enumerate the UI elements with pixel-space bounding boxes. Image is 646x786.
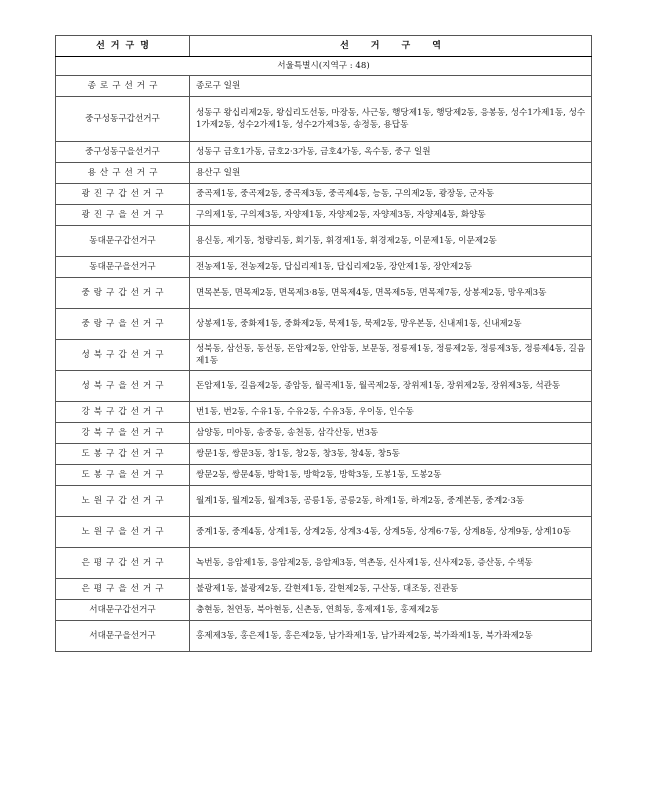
table-row [56, 548, 592, 579]
district-area-cell: 구의제1동, 구의제3동, 자양제1동, 자양제2동, 자양제3동, 자양제4동, 화양동 [190, 205, 592, 226]
district-area-cell: 용신동, 제기동, 청량리동, 회기동, 휘경제1동, 휘경제2동, 이문제1동, 이문제2동 [190, 226, 592, 257]
district-name-cell: 종로구선거구 [56, 76, 190, 97]
table-row [56, 444, 592, 465]
table-row [56, 486, 592, 517]
district-table [55, 35, 592, 652]
table-row [56, 465, 592, 486]
district-name-cell: 중랑구갑선거구 [56, 278, 190, 309]
district-name-cell: 서대문구을선거구 [56, 621, 190, 652]
district-name-cell: 노원구갑선거구 [56, 486, 190, 517]
table-row [56, 163, 592, 184]
district-area-cell: 돈암제1동, 길음제2동, 종암동, 월곡제1동, 월곡제2동, 장위제1동, 장위제2동, 장위제3동, 석관동 [190, 371, 592, 402]
district-name-cell: 서대문구갑선거구 [56, 600, 190, 621]
table-row [56, 76, 592, 97]
table-row [56, 423, 592, 444]
district-area-cell: 성동구 왕십리제2동, 왕십리도선동, 마장동, 사근동, 행당제1동, 행당제2동, 응봉동, 성수1가제1동, 성수1가제2동, 성수2가제1동, 성수2가제3동, 송정동, 용답동 [190, 97, 592, 142]
district-name-cell: 중구성동구을선거구 [56, 142, 190, 163]
district-name-cell: 동대문구갑선거구 [56, 226, 190, 257]
table-row [56, 340, 592, 371]
district-area-cell: 면목본동, 면목제2동, 면목제3·8동, 면목제4동, 면목제5동, 면목제7동, 상봉제2동, 망우제3동 [190, 278, 592, 309]
table-row [56, 97, 592, 142]
district-name-cell: 노원구을선거구 [56, 517, 190, 548]
region-row [56, 57, 592, 76]
district-name-cell: 성북구갑선거구 [56, 340, 190, 371]
district-area-cell: 삼양동, 미아동, 송중동, 송천동, 삼각산동, 번3동 [190, 423, 592, 444]
header-district-name: 선거구명 [56, 36, 190, 57]
district-area-cell: 용산구 일원 [190, 163, 592, 184]
district-document [55, 35, 591, 652]
district-area-cell: 종로구 일원 [190, 76, 592, 97]
table-row [56, 257, 592, 278]
table-row [56, 184, 592, 205]
district-area-cell: 성북동, 삼선동, 동선동, 돈암제2동, 안암동, 보문동, 정릉제1동, 정릉제2동, 정릉제3동, 정릉제4동, 길음제1동 [190, 340, 592, 371]
district-area-cell: 쌍문1동, 쌍문3동, 창1동, 창2동, 창3동, 창4동, 창5동 [190, 444, 592, 465]
table-row [56, 517, 592, 548]
district-area-cell: 월계1동, 월계2동, 월계3동, 공릉1동, 공릉2동, 하계1동, 하계2동, 중계본동, 중계2·3동 [190, 486, 592, 517]
table-row [56, 621, 592, 652]
table-row [56, 278, 592, 309]
table-row [56, 600, 592, 621]
table-row [56, 371, 592, 402]
district-name-cell: 광진구을선거구 [56, 205, 190, 226]
district-area-cell: 쌍문2동, 쌍문4동, 방학1동, 방학2동, 방학3동, 도봉1동, 도봉2동 [190, 465, 592, 486]
district-name-cell: 도봉구을선거구 [56, 465, 190, 486]
district-name-cell: 도봉구갑선거구 [56, 444, 190, 465]
district-area-cell: 중계1동, 중계4동, 상계1동, 상계2동, 상계3·4동, 상계5동, 상계6·7동, 상계8동, 상계9동, 상계10동 [190, 517, 592, 548]
region-title: 서울특별시(지역구 : 48) [56, 57, 592, 76]
district-name-cell: 은평구을선거구 [56, 579, 190, 600]
district-area-cell: 성동구 금호1가동, 금호2·3가동, 금호4가동, 옥수동, 중구 일원 [190, 142, 592, 163]
table-row [56, 205, 592, 226]
header-district-area: 선거구역 [190, 36, 592, 57]
district-name-cell: 동대문구을선거구 [56, 257, 190, 278]
district-name-cell: 성북구을선거구 [56, 371, 190, 402]
table-row [56, 226, 592, 257]
district-name-cell: 중구성동구갑선거구 [56, 97, 190, 142]
district-area-cell: 충현동, 천연동, 북아현동, 신촌동, 연희동, 홍제제1동, 홍제제2동 [190, 600, 592, 621]
district-area-cell: 불광제1동, 불광제2동, 갈현제1동, 갈현제2동, 구산동, 대조동, 진관동 [190, 579, 592, 600]
district-area-cell: 녹번동, 응암제1동, 응암제2동, 응암제3동, 역촌동, 신사제1동, 신사제2동, 증산동, 수색동 [190, 548, 592, 579]
district-area-cell: 번1동, 번2동, 수유1동, 수유2동, 수유3동, 우이동, 인수동 [190, 402, 592, 423]
table-row [56, 579, 592, 600]
district-name-cell: 용산구선거구 [56, 163, 190, 184]
district-name-cell: 중랑구을선거구 [56, 309, 190, 340]
district-name-cell: 강북구을선거구 [56, 423, 190, 444]
district-name-cell: 강북구갑선거구 [56, 402, 190, 423]
table-row [56, 402, 592, 423]
district-area-cell: 상봉제1동, 중화제1동, 중화제2동, 묵제1동, 묵제2동, 망우본동, 신내제1동, 신내제2동 [190, 309, 592, 340]
table-row [56, 142, 592, 163]
district-area-cell: 홍제제3동, 홍은제1동, 홍은제2동, 남가좌제1동, 남가좌제2동, 북가좌제1동, 북가좌제2동 [190, 621, 592, 652]
district-name-cell: 은평구갑선거구 [56, 548, 190, 579]
district-area-cell: 전농제1동, 전농제2동, 답십리제1동, 답십리제2동, 장안제1동, 장안제2동 [190, 257, 592, 278]
header-row [56, 36, 592, 57]
district-area-cell: 중곡제1동, 중곡제2동, 중곡제3동, 중곡제4동, 능동, 구의제2동, 광장동, 군자동 [190, 184, 592, 205]
table-row [56, 309, 592, 340]
district-name-cell: 광진구갑선거구 [56, 184, 190, 205]
